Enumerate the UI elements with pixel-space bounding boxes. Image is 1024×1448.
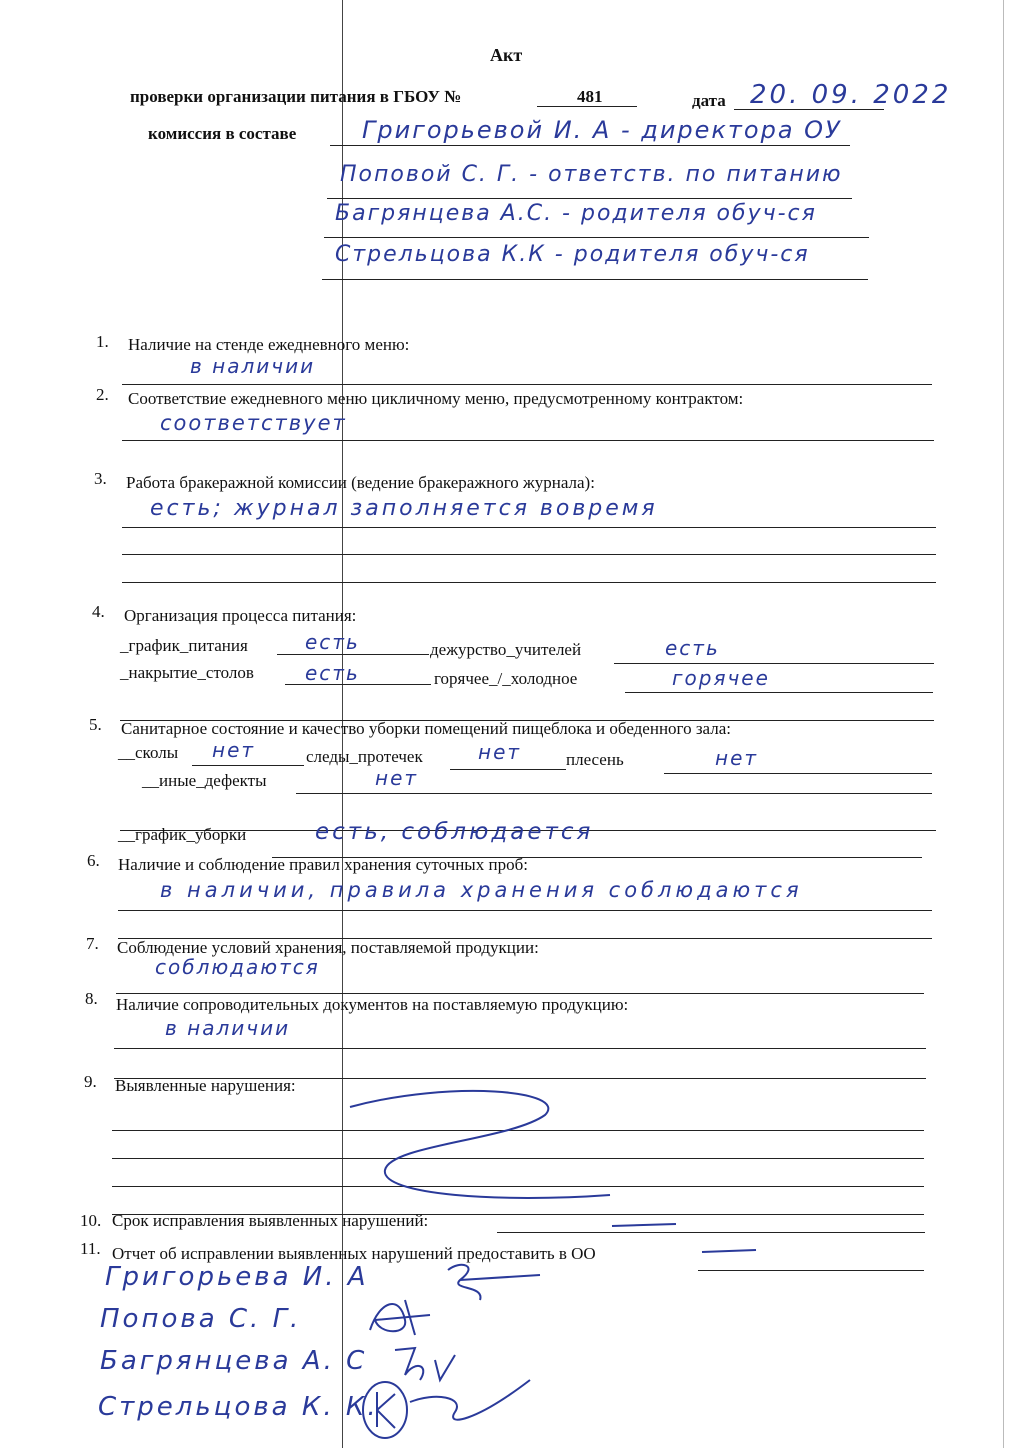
item-10-line [497, 1232, 925, 1233]
signature-name-4: Стрельцова К. К. [98, 1392, 379, 1422]
hotcold-line [625, 692, 933, 693]
other-defects-value: нет [375, 766, 419, 790]
item-11-dash-mark [700, 1246, 760, 1260]
signature-name-3: Багрянцева А. С [100, 1346, 368, 1376]
other-defects-line [296, 793, 932, 794]
signature-mark-1 [440, 1255, 550, 1315]
date-value: 20. 09. 2022 [750, 80, 952, 110]
commission-member-3: Багрянцева А.С. - родителя обуч-ся [335, 201, 817, 226]
item-7-line [116, 993, 924, 994]
leaks-line [450, 769, 566, 770]
item-3-line-3 [122, 582, 936, 583]
item-9-number: 9. [84, 1072, 97, 1091]
signature-mark-4 [355, 1372, 545, 1444]
mold-value: нет [715, 746, 759, 770]
item-11-number: 11. [80, 1239, 101, 1258]
commission-member-4: Стрельцова К.К - родителя обуч-ся [335, 242, 810, 267]
cleaning-value: есть, соблюдается [315, 819, 594, 845]
item-7-label: Соблюдение условий хранения, поставляемой продукции: [117, 938, 539, 957]
item-2-label: Соответствие ежедневного меню цикличному меню, предусмотренному контрактом: [128, 389, 744, 408]
commission-line-2 [327, 198, 852, 199]
item-5-label: Санитарное состояние и качество уборки помещений пищеблока и обеденного зала: [121, 719, 732, 738]
item-7-answer: соблюдаются [155, 955, 320, 979]
item-2-line [122, 440, 934, 441]
hotcold-value: горячее [672, 666, 770, 690]
chips-line [192, 765, 304, 766]
commission-label: комиссия в составе [148, 124, 297, 143]
item-6-number: 6. [87, 851, 100, 870]
chips-value: нет [212, 738, 256, 762]
item-6-answer: в наличии, правила хранения соблюдаются [160, 878, 803, 902]
item-8-answer: в наличии [165, 1016, 291, 1040]
schedule-label: _график_питания [120, 636, 248, 655]
duty-value: есть [665, 636, 720, 660]
tables-label: _накрытие_столов [120, 663, 254, 682]
date-label: дата [692, 91, 726, 110]
schedule-line [277, 654, 429, 655]
mold-line [664, 773, 932, 774]
item-11-label: Отчет об исправлении выявленных нарушений предоставить в ОО [112, 1244, 596, 1263]
schedule-value: есть [305, 630, 360, 654]
item-3-label: Работа бракеражной комиссии (ведение бракеражного журнала): [126, 473, 595, 492]
item-3-number: 3. [94, 469, 107, 488]
item-8-number: 8. [85, 989, 98, 1008]
commission-line-3 [324, 237, 869, 238]
other-defects-label: __иные_дефекты [142, 771, 267, 790]
item-2-answer: соответствует [160, 411, 347, 435]
item-6-line-1 [118, 910, 932, 911]
leaks-value: нет [478, 740, 522, 764]
hotcold-label: горячее_/_холодное [434, 669, 578, 688]
item-8-label: Наличие сопроводительных документов на поставляемую продукцию: [116, 995, 629, 1014]
commission-member-1: Григорьевой И. А - директора ОУ [362, 116, 842, 144]
item-3-answer: есть; журнал заполняется вовремя [150, 496, 658, 521]
item-1-label: Наличие на стенде ежедневного меню: [128, 335, 410, 354]
item-9-label: Выявленные нарушения: [115, 1076, 296, 1095]
item-6-label: Наличие и соблюдение правил хранения суточных проб: [118, 855, 528, 874]
school-number: 481 [577, 87, 603, 106]
strike-through-scribble [330, 1085, 630, 1225]
signature-name-2: Попова С. Г. [100, 1304, 302, 1334]
item-8-line-1 [114, 1048, 926, 1049]
item-2-number: 2. [96, 385, 109, 404]
item-10-label: Срок исправления выявленных нарушений: [112, 1211, 429, 1230]
item-1-answer: в наличии [190, 354, 316, 378]
item-1-number: 1. [96, 332, 109, 351]
item-5-number: 5. [89, 715, 102, 734]
duty-line [614, 663, 934, 664]
item-3-line-2 [122, 554, 936, 555]
mold-label: плесень [566, 750, 624, 769]
chips-label: __сколы [118, 743, 179, 762]
inspection-label: проверки организации питания в ГБОУ № [130, 87, 462, 106]
commission-line-1 [330, 145, 850, 146]
school-number-line [537, 106, 637, 107]
duty-label: дежурство_учителей [430, 640, 582, 659]
item-10-dash-mark [610, 1218, 680, 1232]
item-3-line-1 [122, 527, 936, 528]
item-11-line [698, 1270, 924, 1271]
page-edge-line [1003, 0, 1004, 1448]
item-4-number: 4. [92, 602, 105, 621]
item-7-number: 7. [86, 934, 99, 953]
item-10-number: 10. [80, 1211, 102, 1230]
commission-member-2: Поповой С. Г. - ответств. по питанию [340, 162, 843, 187]
cleaning-label: __график_уборки [118, 825, 247, 844]
leaks-label: следы_протечек [306, 747, 423, 766]
signature-name-1: Григорьева И. А [105, 1262, 369, 1292]
item-4-label: Организация процесса питания: [124, 606, 357, 625]
tables-value: есть [305, 661, 360, 685]
signature-mark-2 [360, 1290, 450, 1340]
document-title: Акт [490, 45, 523, 65]
item-1-line [122, 384, 932, 385]
commission-line-4 [322, 279, 868, 280]
